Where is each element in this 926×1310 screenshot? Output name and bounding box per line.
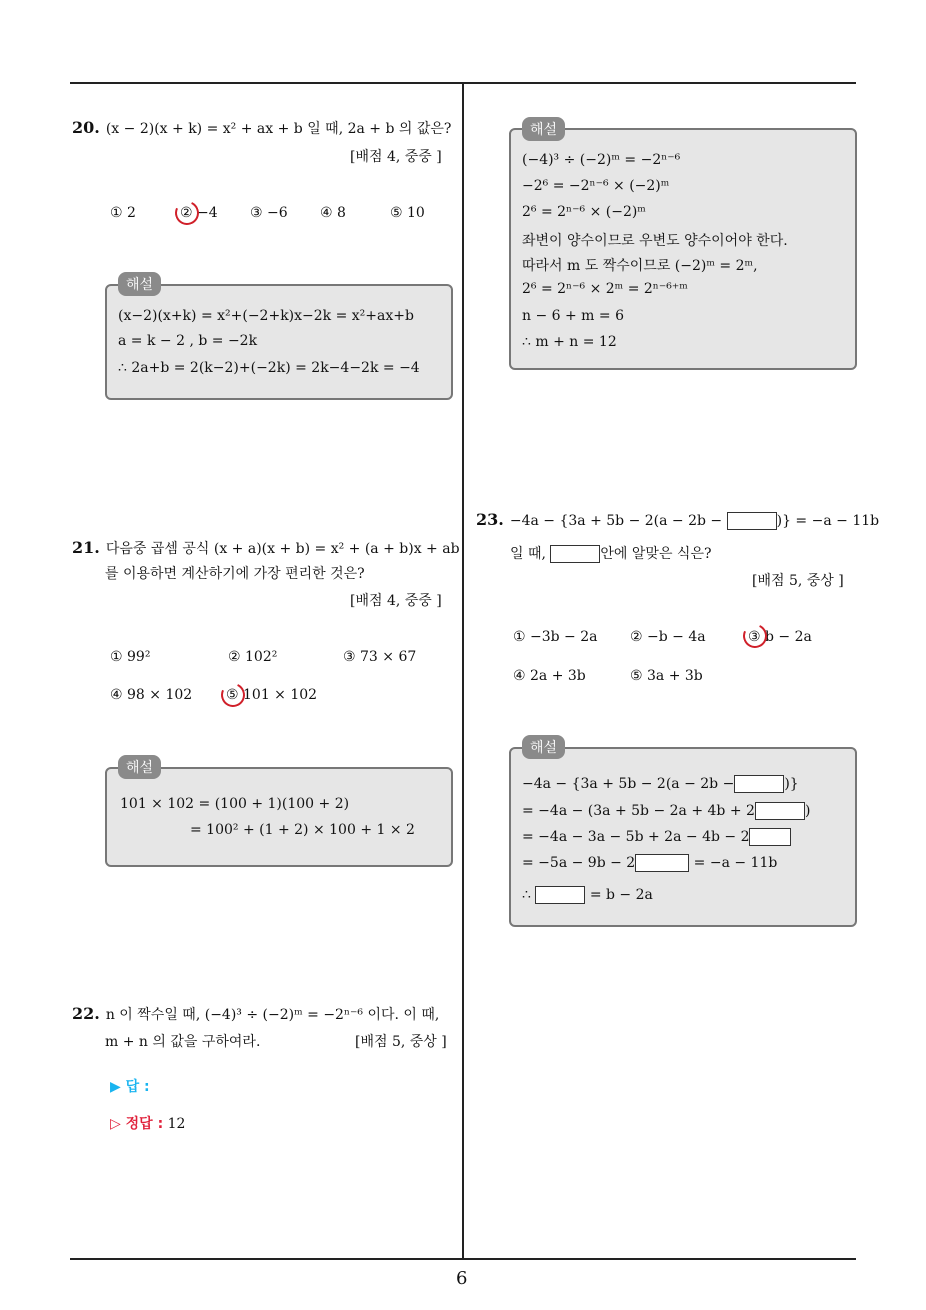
q23-number: 23. bbox=[476, 510, 504, 529]
q21-choice-1[interactable]: ① 99² bbox=[110, 649, 151, 665]
q21-number: 21. bbox=[72, 538, 100, 557]
q22-number: 22. bbox=[72, 1004, 100, 1023]
q20-choice-2[interactable]: ② −4 bbox=[180, 205, 218, 221]
q23-expl-3-blank bbox=[749, 828, 791, 846]
q23-expl-3-pre: = −4a − 3a − 5b + 2a − 4b − 2 bbox=[522, 829, 750, 845]
q23-text-post: )} = −a − 11b bbox=[776, 513, 880, 529]
q23-line2-pre: 일 때, bbox=[510, 546, 546, 562]
q23-expl-4-blank bbox=[635, 854, 689, 872]
q22-explanation-line-4: 좌변이 양수이므로 우변도 양수이어야 한다. bbox=[522, 233, 788, 249]
q22-question-line-1 bbox=[72, 1004, 439, 1024]
q22-explanation-line-6: 2⁶ = 2ⁿ⁻⁶ × 2ᵐ = 2ⁿ⁻⁶⁺ᵐ bbox=[522, 281, 688, 297]
q21-meta: [배점 4, 중중 ] bbox=[350, 593, 442, 609]
q20-explanation-line-1: (x−2)(x+k) = x²+(−2+k)x−2k = x²+ax+b bbox=[118, 308, 414, 324]
q21-answer-circle bbox=[218, 680, 249, 711]
q22-explanation-line-8: ∴ m + n = 12 bbox=[522, 334, 617, 350]
q23-expl-4-pre: = −5a − 9b − 2 bbox=[522, 855, 636, 871]
q20-number: 20. bbox=[72, 118, 100, 137]
q23-expl-2-pre: = −4a − (3a + 5b − 2a + 4b + 2 bbox=[522, 803, 755, 819]
q23-explanation-line-1 bbox=[522, 775, 799, 793]
q20-question bbox=[72, 118, 451, 138]
q23-expl-2-post: ) bbox=[804, 803, 811, 819]
q20-text: (x − 2)(x + k) = x² + ax + b 일 때, 2a + b 의 값은? bbox=[105, 121, 452, 137]
q20-explanation-tag: 해설 bbox=[118, 272, 161, 296]
page-number: 6 bbox=[456, 1268, 468, 1289]
q23-explanation-line-5 bbox=[522, 886, 653, 904]
q23-line2-post: 안에 알맞은 식은? bbox=[600, 546, 712, 562]
q20-answer-circle bbox=[172, 198, 203, 229]
q22-explanation-line-1: (−4)³ ÷ (−2)ᵐ = −2ⁿ⁻⁶ bbox=[522, 152, 681, 168]
q23-explanation-tag: 해설 bbox=[522, 735, 565, 759]
q21-question-line-1 bbox=[72, 538, 460, 558]
q23-expl-5-pre: ∴ bbox=[522, 887, 531, 903]
q21-text-1: 다음중 곱셈 공식 (x + a)(x + b) = x² + (a + b)x + ab bbox=[105, 541, 460, 557]
q23-expl-1-post: )} bbox=[784, 776, 799, 792]
q23-expl-5-post: = b − 2a bbox=[589, 887, 653, 903]
column-divider bbox=[462, 82, 464, 1258]
q23-explanation-line-2 bbox=[522, 802, 810, 820]
q23-expl-1-blank bbox=[734, 775, 784, 793]
q22-explanation-line-5: 따라서 m 도 짝수이므로 (−2)ᵐ = 2ᵐ, bbox=[522, 258, 758, 274]
q23-choice-3[interactable]: ③ b − 2a bbox=[748, 629, 812, 645]
bottom-rule bbox=[70, 1258, 856, 1260]
q23-choice-2[interactable]: ② −b − 4a bbox=[630, 629, 706, 645]
q21-explanation-tag: 해설 bbox=[118, 755, 161, 779]
q22-question-line-2: m + n 의 값을 구하여라. bbox=[105, 1034, 261, 1050]
q21-choice-2[interactable]: ② 102² bbox=[228, 649, 278, 665]
q20-explanation-line-3: ∴ 2a+b = 2(k−2)+(−2k) = 2k−4−2k = −4 bbox=[118, 360, 420, 376]
q23-explanation-line-4 bbox=[522, 854, 777, 872]
q21-explanation-box bbox=[105, 767, 453, 867]
q22-final-answer bbox=[110, 1113, 185, 1133]
q21-choice-3[interactable]: ③ 73 × 67 bbox=[343, 649, 417, 665]
q22-explanation-line-3: 2⁶ = 2ⁿ⁻⁶ × (−2)ᵐ bbox=[522, 204, 646, 220]
q21-choice-5[interactable]: ⑤ 101 × 102 bbox=[226, 687, 318, 703]
q23-answer-circle bbox=[740, 621, 771, 652]
q23-expl-4-post: = −a − 11b bbox=[693, 855, 778, 871]
q23-meta: [배점 5, 중상 ] bbox=[752, 573, 844, 589]
q21-explanation-line-2: = 100² + (1 + 2) × 100 + 1 × 2 bbox=[190, 822, 415, 838]
q23-text-pre: −4a − {3a + 5b − 2(a − 2b − bbox=[509, 513, 723, 529]
q21-choice-4[interactable]: ④ 98 × 102 bbox=[110, 687, 193, 703]
q21-explanation-line-1: 101 × 102 = (100 + 1)(100 + 2) bbox=[120, 796, 350, 812]
q20-choice-1[interactable]: ① 2 bbox=[110, 205, 136, 221]
q22-answer-input[interactable]: ▶ 답 : bbox=[110, 1079, 150, 1095]
q20-choice-3[interactable]: ③ −6 bbox=[250, 205, 288, 221]
q22-final-label: ▷ 정답 : bbox=[110, 1116, 164, 1132]
q22-meta: [배점 5, 중상 ] bbox=[355, 1034, 447, 1050]
q20-meta: [배점 4, 중중 ] bbox=[350, 149, 442, 165]
q20-explanation-line-2: a = k − 2 , b = −2k bbox=[118, 333, 258, 349]
q22-final-value: 12 bbox=[167, 1116, 186, 1132]
q22-explanation-tag: 해설 bbox=[522, 117, 565, 141]
q22-explanation-line-2: −2⁶ = −2ⁿ⁻⁶ × (−2)ᵐ bbox=[522, 178, 670, 194]
q22-text-1: n 이 짝수일 때, (−4)³ ÷ (−2)ᵐ = −2ⁿ⁻⁶ 이다. 이 때, bbox=[105, 1007, 440, 1023]
q23-question-line-2 bbox=[510, 543, 711, 563]
q22-explanation-line-7: n − 6 + m = 6 bbox=[522, 308, 624, 324]
q23-expl-5-blank bbox=[535, 886, 585, 904]
q23-blank-box bbox=[727, 512, 777, 530]
q23-question-line-1 bbox=[476, 510, 879, 530]
q23-explanation-line-3 bbox=[522, 828, 791, 846]
q23-expl-1-pre: −4a − {3a + 5b − 2(a − 2b − bbox=[522, 776, 735, 792]
q20-choice-5[interactable]: ⑤ 10 bbox=[390, 205, 425, 221]
q21-question-line-2: 를 이용하면 계산하기에 가장 편리한 것은? bbox=[105, 566, 365, 582]
q23-expl-2-blank bbox=[755, 802, 805, 820]
q23-blank-box-2 bbox=[550, 545, 600, 563]
q20-choice-4[interactable]: ④ 8 bbox=[320, 205, 346, 221]
q23-choice-5[interactable]: ⑤ 3a + 3b bbox=[630, 668, 703, 684]
q23-choice-1[interactable]: ① −3b − 2a bbox=[513, 629, 598, 645]
q23-choice-4[interactable]: ④ 2a + 3b bbox=[513, 668, 586, 684]
